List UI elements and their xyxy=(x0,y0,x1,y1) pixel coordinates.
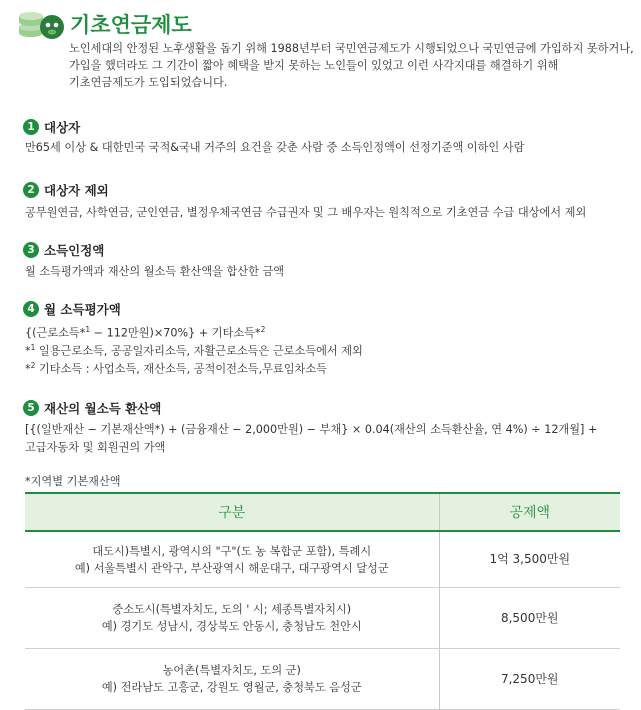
section-title: 재산의 월소득 환산액 xyxy=(44,401,162,416)
page-title: 기초연금제도 xyxy=(70,13,192,37)
amount-cell: 1억 3,500만원 xyxy=(439,531,620,588)
section-number-badge: 5 xyxy=(23,400,39,416)
section-number-badge: 1 xyxy=(23,119,39,135)
section-1-text: 만65세 이상 & 대한민국 국적&국내 거주의 요건을 갖춘 사람 중 소득인정액이 선정기준액 이하인 사람 xyxy=(25,141,525,154)
section-title: 대상자 xyxy=(44,120,81,135)
section-4-heading xyxy=(23,300,121,318)
asset-formula-line-2: 고급자동차 및 회원권의 가액 xyxy=(25,441,166,454)
section-number-badge: 3 xyxy=(23,242,39,258)
region-cell: 중소도시(특별자치도, 도의 ' 시; 세종특별자치시) 예) 경기도 성남시, 경상북도 안동시, 충청남도 천안시 xyxy=(25,588,439,649)
table-row xyxy=(25,649,620,710)
section-1-heading xyxy=(23,118,80,136)
intro-paragraph: 노인세대의 안정된 노후생활을 돕기 위해 1988년부터 국민연금제도가 시행되었으나 국민연금에 가입하지 못하거나, 가입을 했더라도 그 기간이 짧아 혜택을 받지 못하는 노인들이 있었고 이런 사각지대를 해결하기 위해 기초연금제도가 도입되었습니다. xyxy=(69,42,634,89)
table-row xyxy=(25,531,620,588)
column-header-deduction: 공제액 xyxy=(439,493,620,531)
section-3-text: 월 소득평가액과 재산의 월소득 환산액을 합산한 금액 xyxy=(25,265,285,278)
section-2-heading xyxy=(23,181,109,199)
section-3-heading xyxy=(23,241,104,259)
section-2-text: 공무원연금, 사학연금, 군인연금, 별정우체국연금 수급권자 및 그 배우자는 원칙적으로 기초연금 수급 대상에서 제외 xyxy=(25,206,587,219)
section-title: 대상자 제외 xyxy=(44,183,109,198)
coin-piggy-icon xyxy=(18,8,66,40)
section-number-badge: 4 xyxy=(23,301,39,317)
section-5-heading xyxy=(23,399,161,417)
table-header-row xyxy=(25,493,620,531)
footnote-1: *$^1$ 일용근로소득, 공공일자리소득, 자활근로소득은 근로소득에서 제외 xyxy=(25,343,363,358)
column-header-category: 구분 xyxy=(25,493,439,531)
footnote-2: *$^2$ 기타소득 : 사업소득, 재산소득, 공적이전소득,무료임차소득 xyxy=(25,361,327,376)
income-formula: {(근로소득*$^1$ − 112만원)×70%} + 기타소득*$^2$ xyxy=(25,325,266,340)
table-row xyxy=(25,588,620,649)
page-header xyxy=(18,8,638,42)
section-title: 월 소득평가액 xyxy=(44,302,121,317)
amount-cell: 8,500만원 xyxy=(439,588,620,649)
section-title: 소득인정액 xyxy=(44,243,105,258)
region-cell: 농어촌(특별자치도, 도의 군) 예) 전라남도 고흥군, 강원도 영월군, 충청북도 음성군 xyxy=(25,649,439,710)
amount-cell: 7,250만원 xyxy=(439,649,620,710)
asset-formula-line-1: [{(일반재산 − 기본재산액*) + (금융재산 − 2,000만원) − 부채} × 0.04(재산의 소득환산율, 연 4%) ÷ 12개월] + xyxy=(25,423,598,436)
section-number-badge: 2 xyxy=(23,182,39,198)
table-note: *지역별 기본재산액 xyxy=(25,475,121,488)
region-cell: 대도시)특별시, 광역시의 "구"(도 농 복합군 포함), 특례시 예) 서울특별시 관악구, 부산광역시 해운대구, 대구광역시 달성군 xyxy=(25,531,439,588)
basic-asset-table xyxy=(25,492,620,710)
